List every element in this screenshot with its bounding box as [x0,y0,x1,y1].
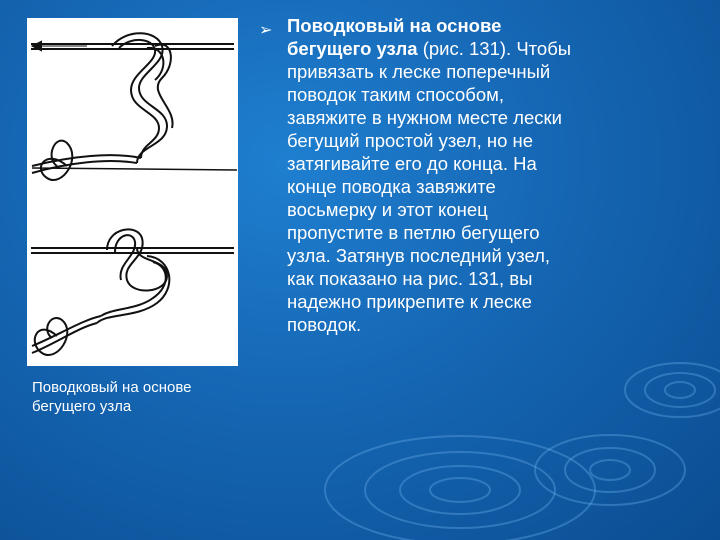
leader-knot-drawing [27,18,238,366]
body-paragraph: (рис. 131). Чтобы привязать к леске поперечный поводок таким способом, завяжите в нужном месте лески бегущий простой узел, но не затягивайте его до конца. На конце поводка завяжите восьмерку и этот конец пропустите в петлю бегущего узла. Затянув последний узел, как показано на рис. 131, вы надежно прикрепите к леске поводок. [287,38,572,335]
figure-caption: Поводковый на основе бегущего узла [32,379,192,415]
slide-body-text [287,14,687,336]
knot-illustration [27,18,238,366]
arrow-bullet-icon: ➢ [259,22,273,39]
bold-heading: Поводковый на основе бегущего узла [287,15,502,59]
